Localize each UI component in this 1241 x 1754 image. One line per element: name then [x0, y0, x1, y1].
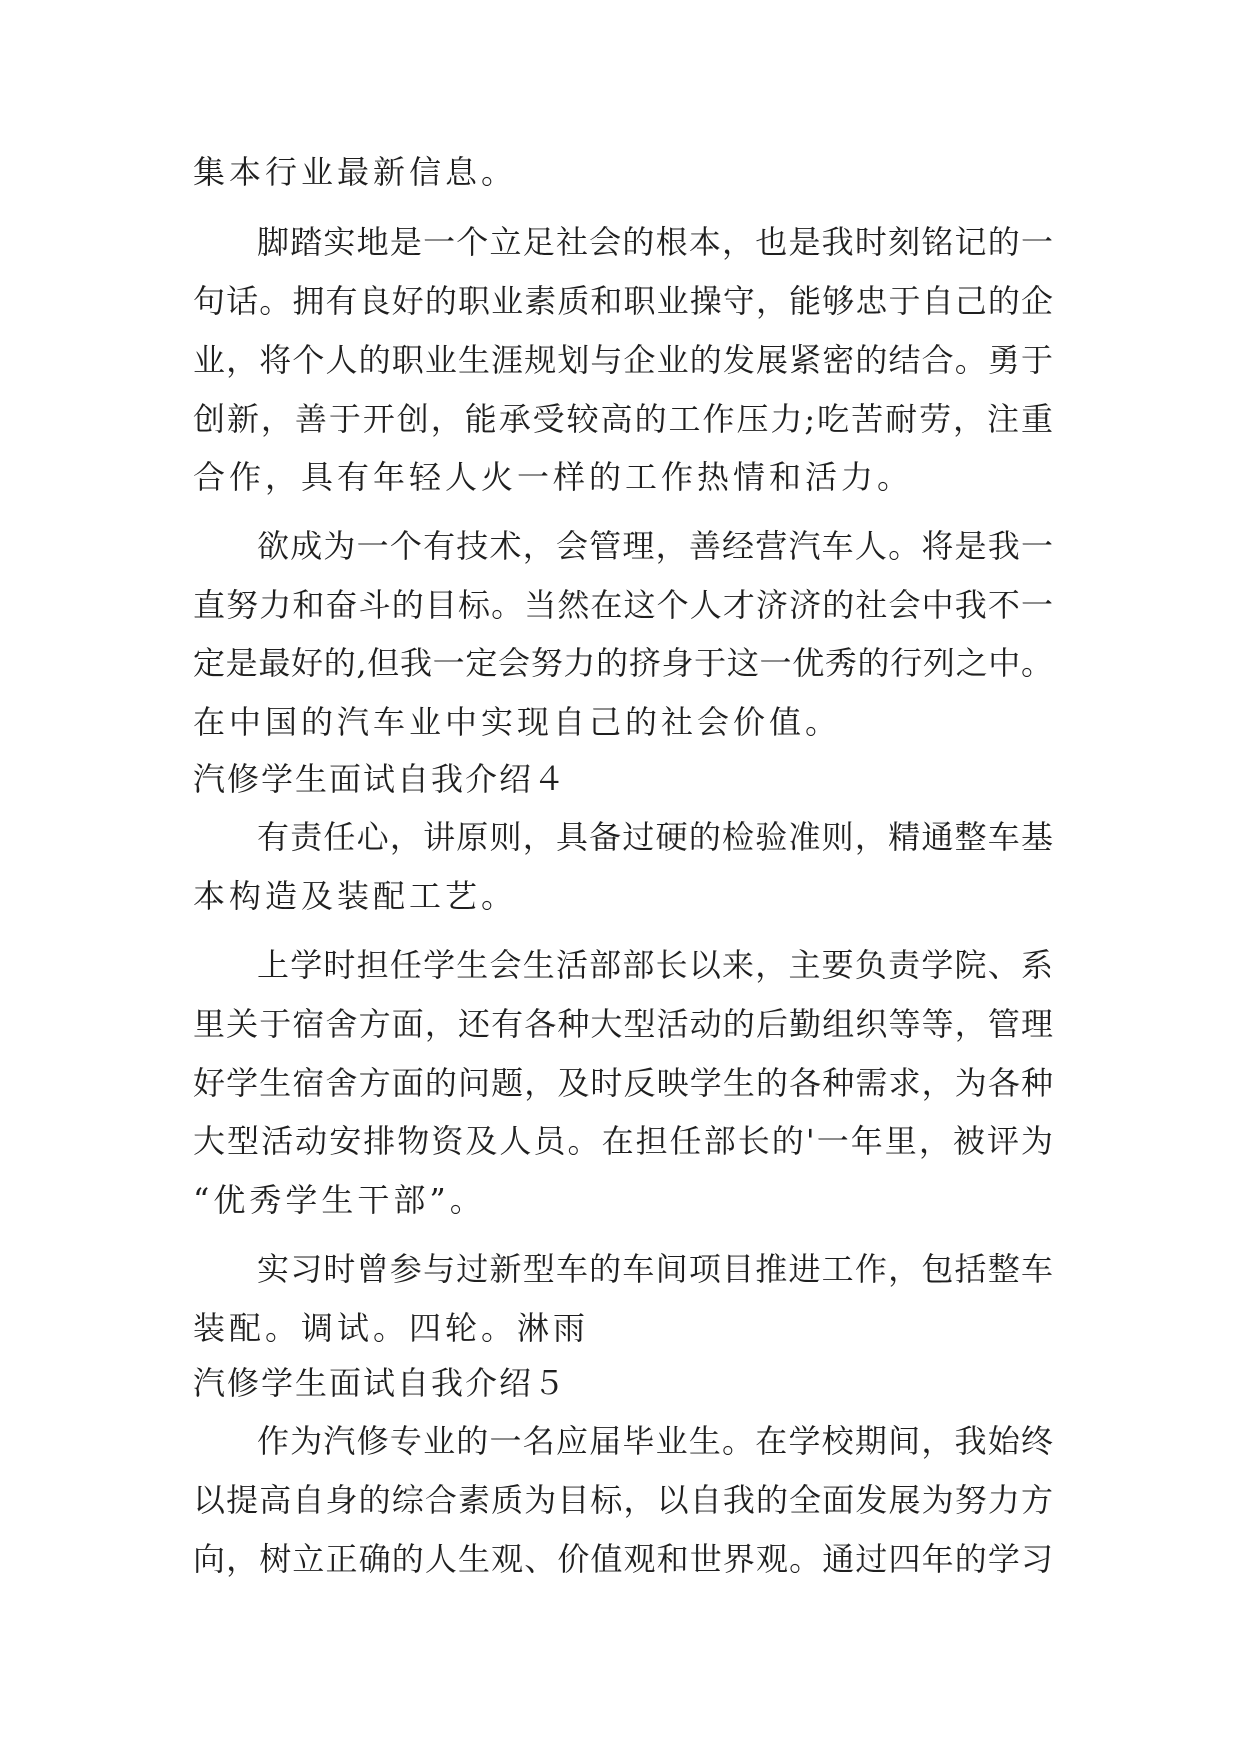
paragraph-line: 创新，善于开创，能承受较高的工作压力;吃苦耐劳，注重 — [193, 400, 1053, 438]
paragraph-line: 好学生宿舍方面的问题，及时反映学生的各种需求，为各种 — [193, 1064, 1053, 1102]
paragraph-line: 句话。拥有良好的职业素质和职业操守，能够忠于自己的企 — [193, 282, 1053, 320]
paragraph-line: 有责任心，讲原则，具备过硬的检验准则，精通整车基 — [257, 818, 1053, 856]
paragraph-line: 脚踏实地是一个立足社会的根本，也是我时刻铭记的一 — [257, 223, 1053, 261]
paragraph-line: 在中国的汽车业中实现自己的社会价值。 — [193, 703, 842, 741]
paragraph-line: 定是最好的,但我一定会努力的挤身于这一优秀的行列之中。 — [193, 644, 1053, 682]
paragraph-line: 集本行业最新信息。 — [193, 153, 518, 191]
paragraph-line: 本构造及装配工艺。 — [193, 877, 518, 915]
paragraph-line: 向，树立正确的人生观、价值观和世界观。通过四年的学习 — [193, 1540, 1053, 1578]
paragraph-line: 装配。调试。四轮。淋雨 — [193, 1309, 590, 1347]
paragraph-line: 里关于宿舍方面，还有各种大型活动的后勤组织等等，管理 — [193, 1005, 1053, 1043]
paragraph-line: 合作，具有年轻人火一样的工作热情和活力。 — [193, 458, 914, 496]
section-heading: 汽修学生面试自我介绍５ — [193, 1364, 568, 1402]
paragraph-line: 上学时担任学生会生活部部长以来，主要负责学院、系 — [257, 946, 1053, 984]
paragraph-line: 业，将个人的职业生涯规划与企业的发展紧密的结合。勇于 — [193, 341, 1053, 379]
section-heading: 汽修学生面试自我介绍４ — [193, 760, 568, 798]
paragraph-line: 大型活动安排物资及人员。在担任部长的'一年里，被评为 — [193, 1122, 1053, 1160]
paragraph-line: 欲成为一个有技术，会管理，善经营汽车人。将是我一 — [257, 527, 1053, 565]
paragraph-line: 作为汽修专业的一名应届毕业生。在学校期间，我始终 — [257, 1422, 1053, 1460]
paragraph-line: 直努力和奋斗的目标。当然在这个人才济济的社会中我不一 — [193, 586, 1053, 624]
paragraph-line: “优秀学生干部”。 — [193, 1181, 486, 1219]
paragraph-line: 实习时曾参与过新型车的车间项目推进工作，包括整车 — [257, 1250, 1053, 1288]
paragraph-line: 以提高自身的综合素质为目标，以自我的全面发展为努力方 — [193, 1481, 1053, 1519]
